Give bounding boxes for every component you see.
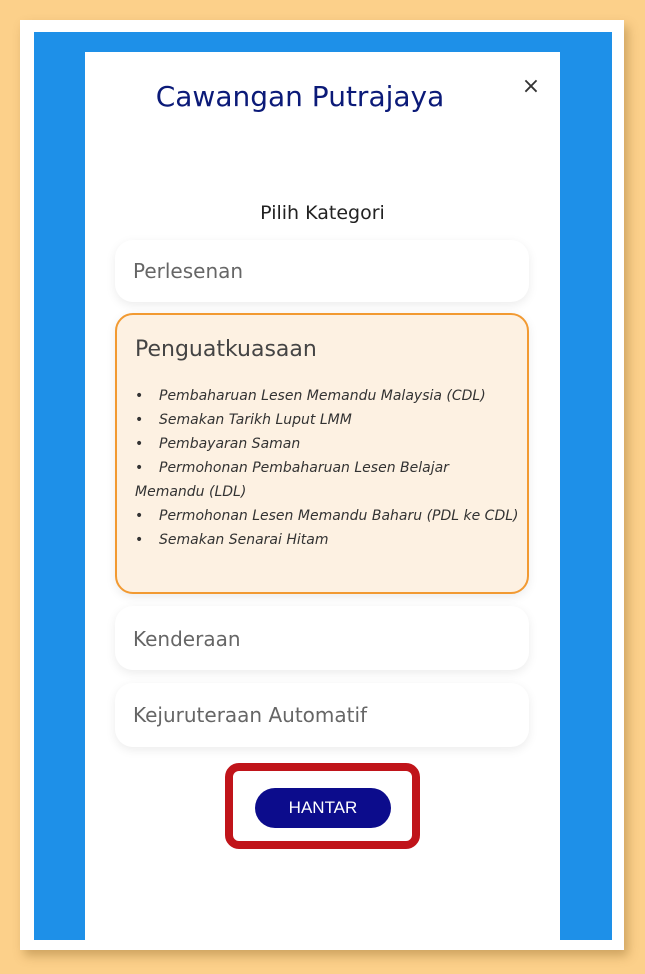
- service-list: [135, 384, 520, 552]
- category-label: Kenderaan: [133, 627, 241, 651]
- service-item: • Semakan Tarikh Luput LMM: [135, 408, 520, 432]
- modal-subtitle: Pilih Kategori: [260, 202, 385, 224]
- category-label: Perlesenan: [133, 259, 244, 283]
- bullet: •: [135, 412, 144, 428]
- category-modal: [85, 52, 560, 940]
- category-label: Penguatkuasaan: [135, 337, 317, 362]
- service-item: • Pembaharuan Lesen Memandu Malaysia (CDL): [135, 384, 520, 408]
- close-icon[interactable]: ×: [521, 74, 541, 99]
- bullet: •: [135, 508, 144, 524]
- bullet: •: [135, 436, 144, 452]
- bullet: •: [135, 388, 144, 404]
- service-item: • Permohonan Lesen Memandu Baharu (PDL ke CDL): [135, 504, 520, 528]
- service-item: • Semakan Senarai Hitam: [135, 528, 520, 552]
- category-label: Kejuruteraan Automatif: [133, 703, 368, 727]
- category-option-kejuruteraan-automatif[interactable]: [115, 683, 529, 747]
- category-option-kenderaan[interactable]: [115, 606, 529, 670]
- app-background: [34, 32, 612, 940]
- service-item: • Pembayaran Saman: [135, 432, 520, 456]
- submit-button[interactable]: HANTAR: [255, 788, 391, 828]
- service-item: • Permohonan Pembaharuan Lesen Belajar Memandu (LDL): [135, 456, 520, 504]
- bullet: •: [135, 460, 144, 476]
- category-option-penguatkuasaan[interactable]: [115, 313, 529, 594]
- modal-title: Cawangan Putrajaya: [155, 80, 445, 113]
- screenshot-frame: [20, 20, 624, 950]
- category-option-perlesenan[interactable]: [115, 240, 529, 302]
- bullet: •: [135, 532, 144, 548]
